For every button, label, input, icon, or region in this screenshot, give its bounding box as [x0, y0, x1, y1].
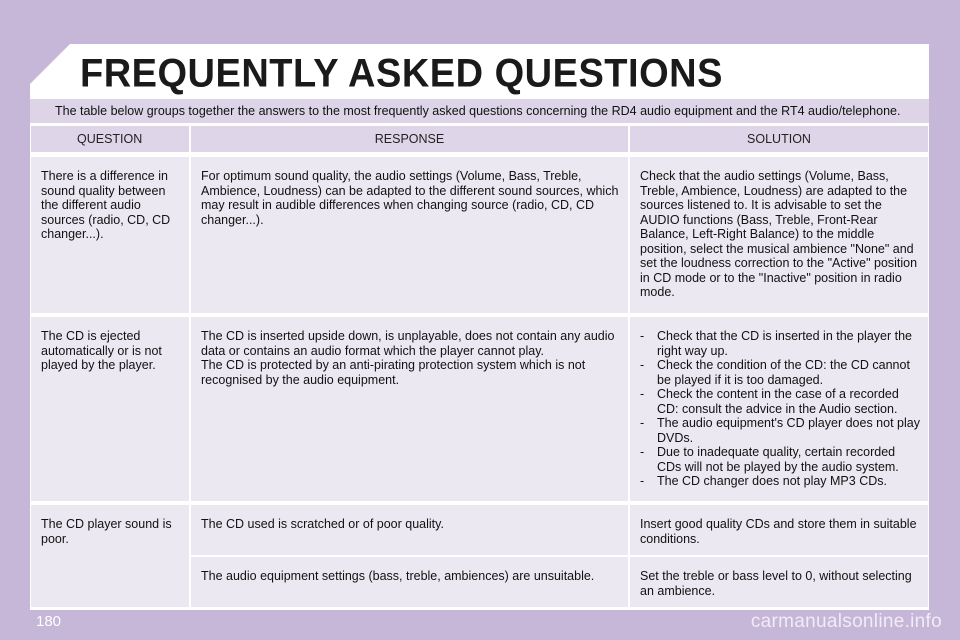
list-item: - Due to inadequate quality, certain recorded CDs will not be played by the audio system. [640, 445, 920, 474]
row-3a-solution [630, 505, 928, 555]
row-1-question-text: There is a difference in sound quality between the different audio sources (radio, CD, CD changer...). [41, 169, 171, 241]
row-3a-response [191, 505, 628, 555]
row-2-response-line-1: The CD is inserted upside down, is unplayable, does not contain any audio data or contains an audio format which the player cannot play. [201, 329, 615, 358]
row-2-solution [630, 317, 928, 501]
row-1-solution-text: Check that the audio settings (Volume, Bass, Treble, Ambience, Loudness) are adapted to the sources listened to. It is advisable to set the AUDIO functions (Bass, Treble, Front-Rear Balance, Left-Right Balance) to the middle position, select the musical ambience "None" and set the loudness correction to the "Active" position in CD mode or to the "Inactive" position in radio mode. [640, 169, 918, 299]
row-1-solution [630, 157, 928, 313]
list-item: - Check the content in the case of a recorded CD: consult the advice in the Audio section. [640, 387, 920, 416]
row-2-response-line-2: The CD is protected by an anti-pirating protection system which is not recognised by the audio equipment. [201, 358, 586, 387]
row-3b-solution-text: Set the treble or bass level to 0, without selecting an ambience. [640, 569, 912, 598]
list-item: - Check the condition of the CD: the CD cannot be played if it is too damaged. [640, 358, 920, 387]
page-title: FREQUENTLY ASKED QUESTIONS [80, 52, 723, 97]
row-3b-solution [630, 557, 928, 607]
row-2-question [31, 317, 189, 501]
row-1-response-text: For optimum sound quality, the audio settings (Volume, Bass, Treble, Ambience, Loudness) can be adapted to the different sound sources, which may result in audible differences when changing source (radio, CD, CD changer...). [201, 169, 619, 227]
page-number: 180 [36, 613, 62, 630]
row-3b-response-text: The audio equipment settings (bass, treble, ambiences) are unsuitable. [201, 569, 595, 583]
row-3b-response [191, 557, 628, 607]
list-item: - The CD changer does not play MP3 CDs. [640, 474, 920, 489]
header-response: RESPONSE [191, 126, 628, 152]
header-solution: SOLUTION [630, 126, 928, 152]
row-2-question-text: The CD is ejected automatically or is not played by the player. [41, 329, 162, 372]
row-1-question [31, 157, 189, 313]
row-3a-response-text: The CD used is scratched or of poor quality. [201, 517, 444, 531]
row-2-solution-list [640, 329, 920, 489]
list-item: - Check that the CD is inserted in the player the right way up. [640, 329, 920, 358]
row-3-question-text: The CD player sound is poor. [41, 517, 172, 546]
row-2-response [191, 317, 628, 501]
header-question: QUESTION [31, 126, 189, 152]
row-3-question [31, 505, 189, 607]
row-1-response [191, 157, 628, 313]
row-3a-solution-text: Insert good quality CDs and store them in suitable conditions. [640, 517, 917, 546]
list-item: - The audio equipment's CD player does not play DVDs. [640, 416, 920, 445]
intro-text: The table below groups together the answers to the most frequently asked questions concerning the RD4 audio equipment and the RT4 audio/telephone. [55, 104, 901, 118]
watermark: carmanualsonline.info [750, 611, 942, 632]
